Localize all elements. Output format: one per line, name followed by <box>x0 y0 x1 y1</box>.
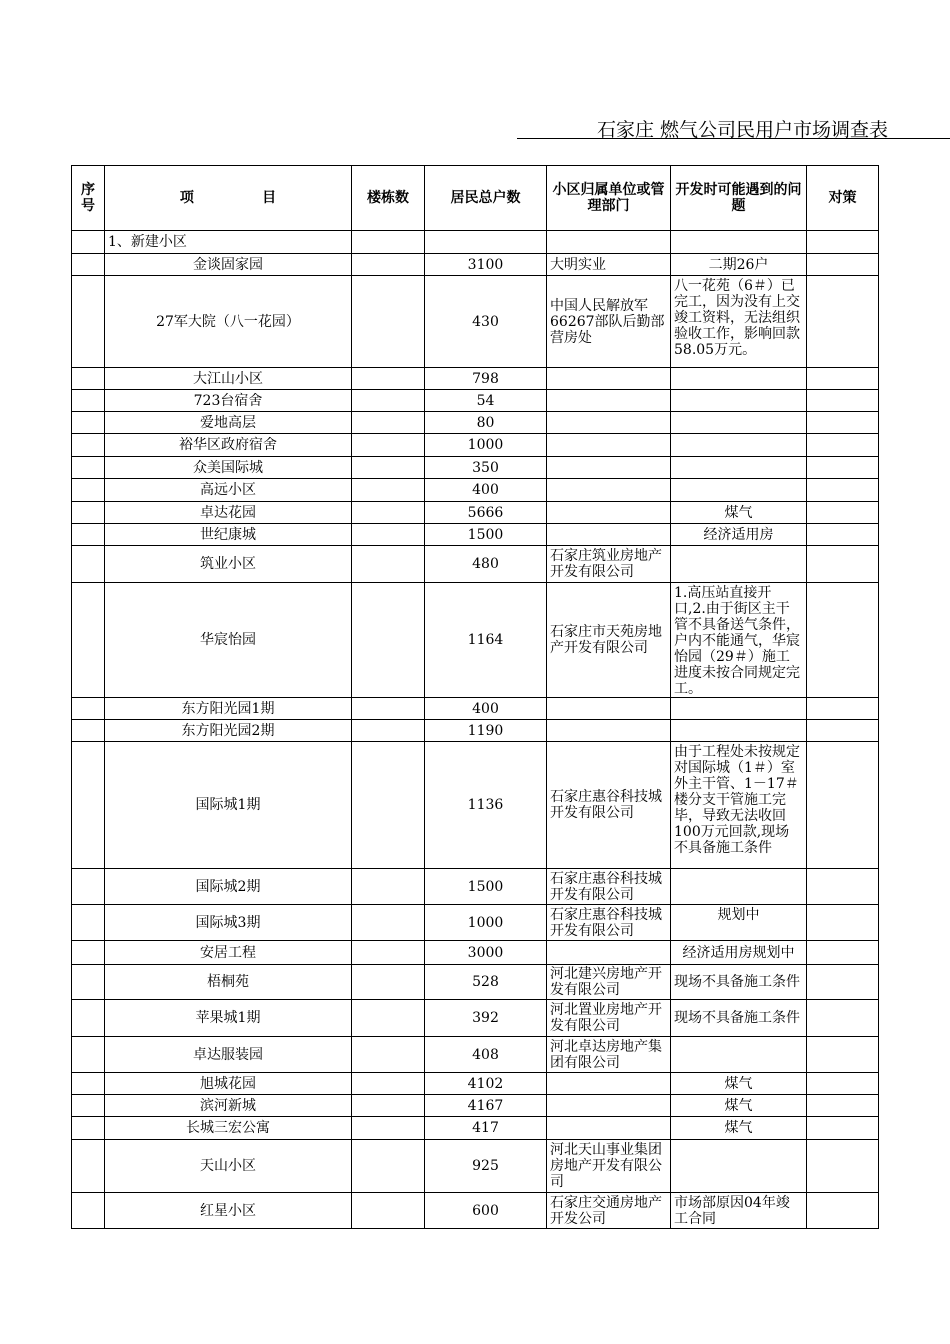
households-value: 5666 <box>425 502 547 524</box>
households-value: 600 <box>425 1193 547 1229</box>
households-value: 80 <box>425 412 547 434</box>
issue-value: 煤气 <box>671 1073 807 1095</box>
buildings-cell <box>352 1095 425 1117</box>
households-value: 430 <box>425 276 547 368</box>
measure-cell <box>807 457 879 479</box>
table-row <box>72 698 879 720</box>
owner-value <box>547 434 671 457</box>
seq-cell <box>72 965 105 1000</box>
table-row <box>72 1117 879 1140</box>
owner-value: 石家庄筑业房地产开发有限公司 <box>547 546 671 583</box>
project-name: 卓达花园 <box>105 502 352 524</box>
owner-value: 大明实业 <box>547 254 671 276</box>
households-value: 4102 <box>425 1073 547 1095</box>
table-row <box>72 1140 879 1193</box>
table-row <box>72 368 879 390</box>
measure-cell <box>807 742 879 869</box>
header-row <box>72 166 879 231</box>
table-row <box>72 276 879 368</box>
table-row <box>72 720 879 742</box>
buildings-cell <box>352 457 425 479</box>
issue-value <box>671 1037 807 1073</box>
project-name: 长城三宏公寓 <box>105 1117 352 1140</box>
owner-value <box>547 524 671 546</box>
project-name: 东方阳光园1期 <box>105 698 352 720</box>
owner-value: 石家庄惠谷科技城开发有限公司 <box>547 869 671 905</box>
page-title: 石家庄 燃气公司民用户市场调查表 <box>597 119 889 141</box>
owner-value: 石家庄惠谷科技城开发有限公司 <box>547 742 671 869</box>
buildings-cell <box>352 368 425 390</box>
table-row <box>72 905 879 941</box>
measure-cell <box>807 1140 879 1193</box>
buildings-cell <box>352 390 425 412</box>
section-row <box>72 231 879 254</box>
project-name: 旭城花园 <box>105 1073 352 1095</box>
households-value: 3100 <box>425 254 547 276</box>
measure-cell <box>807 368 879 390</box>
project-name: 裕华区政府宿舍 <box>105 434 352 457</box>
households-value: 925 <box>425 1140 547 1193</box>
table-row <box>72 457 879 479</box>
project-name: 东方阳光园2期 <box>105 720 352 742</box>
seq-cell <box>72 1000 105 1037</box>
buildings-cell <box>352 276 425 368</box>
buildings-cell <box>352 698 425 720</box>
seq-cell <box>72 698 105 720</box>
buildings-cell <box>352 583 425 698</box>
seq-cell <box>72 254 105 276</box>
buildings-cell <box>352 524 425 546</box>
project-name: 红星小区 <box>105 1193 352 1229</box>
buildings-cell <box>352 502 425 524</box>
owner-value: 石家庄市天苑房地产开发有限公司 <box>547 583 671 698</box>
buildings-cell <box>352 869 425 905</box>
issue-value: 规划中 <box>671 905 807 941</box>
seq-cell <box>72 502 105 524</box>
project-name: 世纪康城 <box>105 524 352 546</box>
owner-value <box>547 502 671 524</box>
table-row <box>72 941 879 965</box>
seq-cell <box>72 1073 105 1095</box>
owner-value: 石家庄惠谷科技城开发有限公司 <box>547 905 671 941</box>
table-row <box>72 1073 879 1095</box>
buildings-cell <box>352 412 425 434</box>
households-value: 528 <box>425 965 547 1000</box>
households-value: 1500 <box>425 869 547 905</box>
seq-cell <box>72 390 105 412</box>
seq-cell <box>72 412 105 434</box>
issue-value <box>671 479 807 502</box>
seq-cell <box>72 583 105 698</box>
households-value: 408 <box>425 1037 547 1073</box>
issue-value: 煤气 <box>671 1095 807 1117</box>
issue-value: 经济适用房 <box>671 524 807 546</box>
project-name: 卓达服装园 <box>105 1037 352 1073</box>
project-name: 国际城2期 <box>105 869 352 905</box>
header-buildings: 楼栋数 <box>352 166 425 231</box>
issue-value <box>671 390 807 412</box>
project-name: 众美国际城 <box>105 457 352 479</box>
header-owner: 小区归属单位或管理部门 <box>547 166 671 231</box>
owner-value: 河北天山事业集团房地产开发有限公司 <box>547 1140 671 1193</box>
measure-cell <box>807 869 879 905</box>
seq-cell <box>72 457 105 479</box>
owner-value <box>547 457 671 479</box>
measure-cell <box>807 231 879 254</box>
table-row <box>72 434 879 457</box>
households-value: 798 <box>425 368 547 390</box>
measure-cell <box>807 941 879 965</box>
table-row <box>72 965 879 1000</box>
owner-value: 河北置业房地产开发有限公司 <box>547 1000 671 1037</box>
title-underline <box>517 138 950 139</box>
seq-cell <box>72 1095 105 1117</box>
measure-cell <box>807 546 879 583</box>
table-row <box>72 1193 879 1229</box>
buildings-cell <box>352 1117 425 1140</box>
issue-value: 煤气 <box>671 502 807 524</box>
measure-cell <box>807 720 879 742</box>
buildings-cell <box>352 479 425 502</box>
issue-value <box>671 457 807 479</box>
households-value: 392 <box>425 1000 547 1037</box>
project-name: 27军大院（八一花园） <box>105 276 352 368</box>
issue-cell <box>671 231 807 254</box>
issue-value <box>671 546 807 583</box>
project-name: 华宸怡园 <box>105 583 352 698</box>
issue-value: 由于工程处未按规定对国际城（1＃）室外主干管、1－17＃楼分支干管施工完毕，导致无法收回100万元回款,现场不具备施工条件 <box>671 742 807 869</box>
households-value: 1164 <box>425 583 547 698</box>
measure-cell <box>807 390 879 412</box>
header-households: 居民总户数 <box>425 166 547 231</box>
buildings-cell <box>352 254 425 276</box>
owner-value <box>547 698 671 720</box>
seq-cell <box>72 434 105 457</box>
households-value: 400 <box>425 698 547 720</box>
seq-cell <box>72 368 105 390</box>
issue-value: 经济适用房规划中 <box>671 941 807 965</box>
header-seq: 序号 <box>72 166 105 231</box>
table-row <box>72 1000 879 1037</box>
issue-value: 二期26户 <box>671 254 807 276</box>
table-row <box>72 742 879 869</box>
measure-cell <box>807 1073 879 1095</box>
title-area <box>517 118 950 144</box>
measure-cell <box>807 1000 879 1037</box>
households-cell <box>425 231 547 254</box>
project-name: 安居工程 <box>105 941 352 965</box>
project-name: 高远小区 <box>105 479 352 502</box>
owner-value <box>547 1117 671 1140</box>
issue-value <box>671 434 807 457</box>
buildings-cell <box>352 965 425 1000</box>
project-name: 国际城1期 <box>105 742 352 869</box>
owner-value: 中国人民解放军66267部队后勤部营房处 <box>547 276 671 368</box>
project-name: 梧桐苑 <box>105 965 352 1000</box>
measure-cell <box>807 698 879 720</box>
project-name: 爱地高层 <box>105 412 352 434</box>
buildings-cell <box>352 905 425 941</box>
issue-value: 煤气 <box>671 1117 807 1140</box>
owner-value: 河北卓达房地产集团有限公司 <box>547 1037 671 1073</box>
seq-cell <box>72 905 105 941</box>
measure-cell <box>807 1037 879 1073</box>
measure-cell <box>807 479 879 502</box>
table-row <box>72 1037 879 1073</box>
buildings-cell <box>352 720 425 742</box>
households-value: 4167 <box>425 1095 547 1117</box>
seq-cell <box>72 1193 105 1229</box>
buildings-cell <box>352 546 425 583</box>
measure-cell <box>807 905 879 941</box>
seq-cell <box>72 546 105 583</box>
buildings-cell <box>352 1140 425 1193</box>
owner-cell <box>547 231 671 254</box>
owner-value <box>547 368 671 390</box>
table-row <box>72 524 879 546</box>
owner-value <box>547 412 671 434</box>
seq-cell <box>72 479 105 502</box>
project-name: 大江山小区 <box>105 368 352 390</box>
issue-value: 现场不具备施工条件 <box>671 1000 807 1037</box>
measure-cell <box>807 254 879 276</box>
seq-cell <box>72 276 105 368</box>
households-value: 54 <box>425 390 547 412</box>
buildings-cell <box>352 1037 425 1073</box>
buildings-cell <box>352 1073 425 1095</box>
owner-value <box>547 1073 671 1095</box>
households-value: 417 <box>425 1117 547 1140</box>
households-value: 3000 <box>425 941 547 965</box>
owner-value <box>547 479 671 502</box>
table-row <box>72 390 879 412</box>
issue-value: 1.高压站直接开口,2.由于街区主干管不具备送气条件，户内不能通气，华宸怡园（29＃）施工进度未按合同规定完工。 <box>671 583 807 698</box>
issue-value <box>671 1140 807 1193</box>
issue-value: 现场不具备施工条件 <box>671 965 807 1000</box>
owner-value <box>547 720 671 742</box>
owner-value <box>547 941 671 965</box>
measure-cell <box>807 583 879 698</box>
issue-value <box>671 698 807 720</box>
project-name: 天山小区 <box>105 1140 352 1193</box>
seq-cell <box>72 742 105 869</box>
measure-cell <box>807 965 879 1000</box>
issue-value: 八一花苑（6＃）已完工，因为没有上交竣工资料，无法组织验收工作，影响回款58.05万元。 <box>671 276 807 368</box>
measure-cell <box>807 1117 879 1140</box>
seq-cell <box>72 231 105 254</box>
survey-table <box>71 165 879 1229</box>
households-value: 480 <box>425 546 547 583</box>
table-row <box>72 583 879 698</box>
measure-cell <box>807 412 879 434</box>
seq-cell <box>72 1140 105 1193</box>
issue-value <box>671 368 807 390</box>
buildings-cell <box>352 231 425 254</box>
issue-value <box>671 869 807 905</box>
measure-cell <box>807 1095 879 1117</box>
project-name: 金谈固家园 <box>105 254 352 276</box>
project-name: 723台宿舍 <box>105 390 352 412</box>
buildings-cell <box>352 941 425 965</box>
households-value: 1136 <box>425 742 547 869</box>
seq-cell <box>72 524 105 546</box>
households-value: 1500 <box>425 524 547 546</box>
header-issues: 开发时可能遇到的问题 <box>671 166 807 231</box>
households-value: 1000 <box>425 905 547 941</box>
table-row <box>72 546 879 583</box>
project-name: 筑业小区 <box>105 546 352 583</box>
table-row <box>72 869 879 905</box>
owner-value: 河北建兴房地产开发有限公司 <box>547 965 671 1000</box>
header-item: 项 目 <box>105 166 352 231</box>
project-name: 滨河新城 <box>105 1095 352 1117</box>
seq-cell <box>72 1037 105 1073</box>
table-row <box>72 1095 879 1117</box>
issue-value: 市场部原因04年竣工合同 <box>671 1193 807 1229</box>
measure-cell <box>807 1193 879 1229</box>
table-row <box>72 254 879 276</box>
seq-cell <box>72 720 105 742</box>
seq-cell <box>72 1117 105 1140</box>
project-name: 国际城3期 <box>105 905 352 941</box>
measure-cell <box>807 524 879 546</box>
table-row <box>72 502 879 524</box>
measure-cell <box>807 434 879 457</box>
buildings-cell <box>352 742 425 869</box>
project-name: 苹果城1期 <box>105 1000 352 1037</box>
owner-value <box>547 1095 671 1117</box>
households-value: 1000 <box>425 434 547 457</box>
section-label: 1、新建小区 <box>105 231 352 254</box>
table-row <box>72 412 879 434</box>
owner-value: 石家庄交通房地产开发公司 <box>547 1193 671 1229</box>
households-value: 1190 <box>425 720 547 742</box>
table-row <box>72 479 879 502</box>
measure-cell <box>807 276 879 368</box>
households-value: 400 <box>425 479 547 502</box>
buildings-cell <box>352 1000 425 1037</box>
issue-value <box>671 412 807 434</box>
buildings-cell <box>352 1193 425 1229</box>
header-measures: 对策 <box>807 166 879 231</box>
households-value: 350 <box>425 457 547 479</box>
seq-cell <box>72 941 105 965</box>
buildings-cell <box>352 434 425 457</box>
seq-cell <box>72 869 105 905</box>
owner-value <box>547 390 671 412</box>
measure-cell <box>807 502 879 524</box>
issue-value <box>671 720 807 742</box>
